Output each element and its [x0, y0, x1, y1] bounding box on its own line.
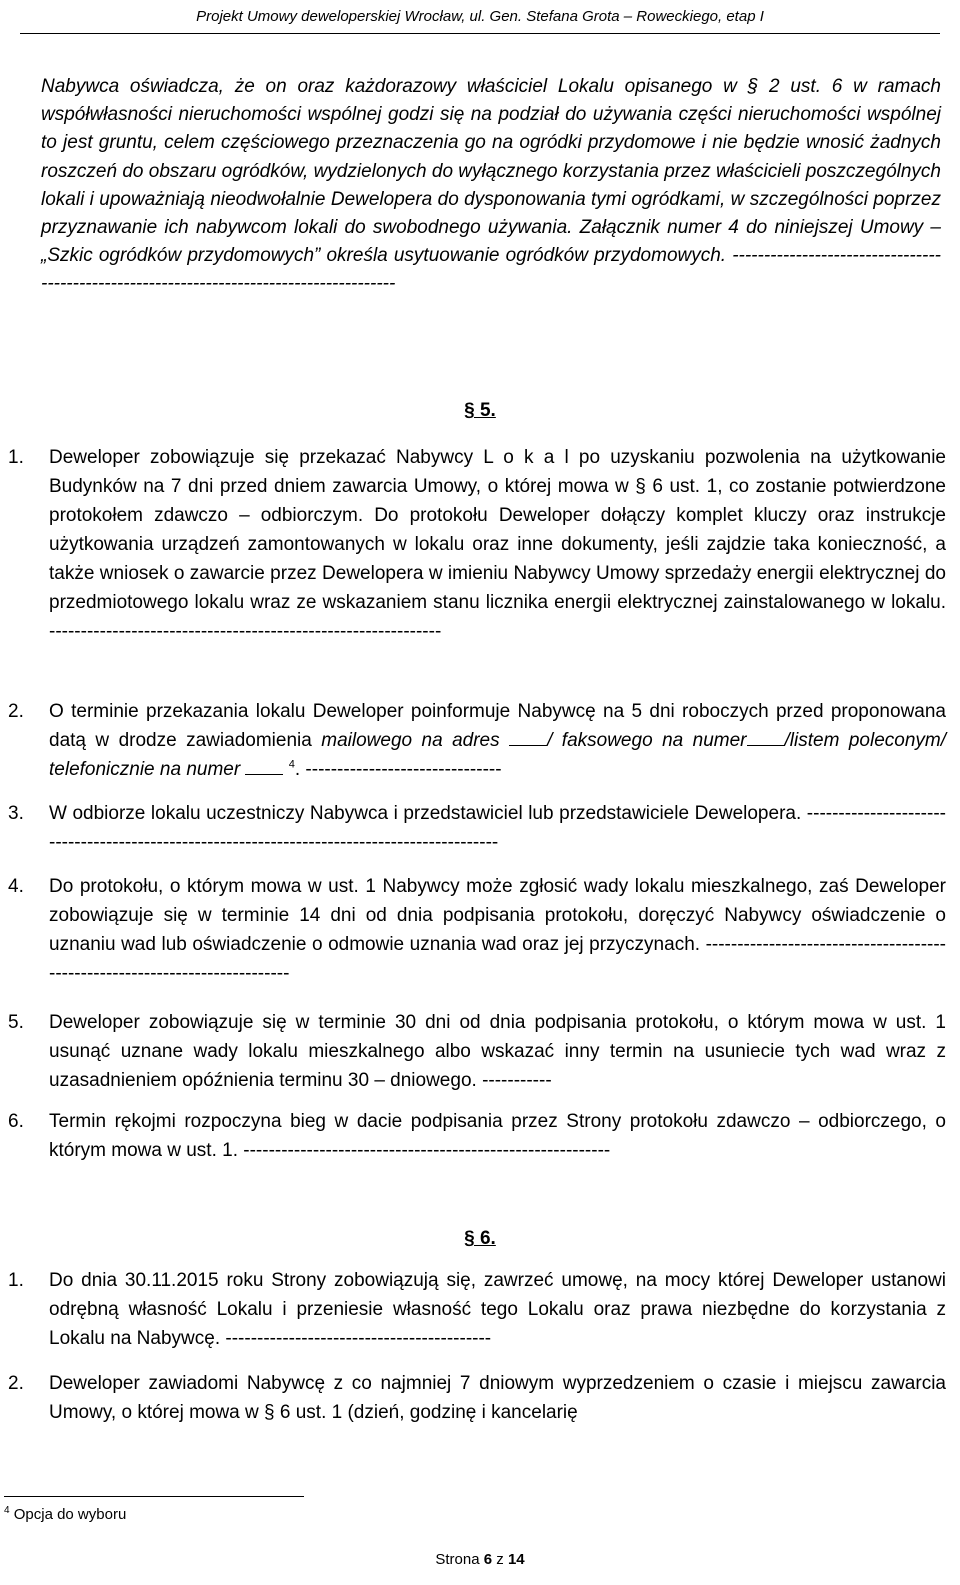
item-text-part: O terminie przekazania lokalu Deweloper poinformuje Nabywcę na 5 dni roboczych przed proponowana datą w drodze zawiadomienia — [49, 701, 946, 751]
item-text: Deweloper zobowiązuje się w terminie 30 dni od dnia podpisania protokołu, o którym mowa w ust. 1 usunąć uznane wady lokalu mieszkalnego albo wskazać inny termin na usuniecie tych wad wraz z uzasadnieniem opóźnienia terminu 30 – dniowego. ----------- — [49, 1012, 946, 1091]
item-text: Do dnia 30.11.2015 roku Strony zobowiązują się, zawrzeć umowę, na mocy której Deweloper ustanowi odrębną własność Lokalu i przeniesie własność tego Lokalu oraz prawa niezbędne do korzystania z Lokalu na Nabywcę. ------------------------------------------ — [49, 1270, 946, 1349]
item-text — [49, 697, 946, 784]
fax-option-text: / faksowego na numer — [547, 730, 747, 751]
section-5-heading — [0, 400, 960, 422]
page-number — [0, 1551, 960, 1568]
phone-blank-line[interactable] — [245, 773, 283, 775]
item-number: 6. — [8, 1111, 24, 1132]
page-number-current: 6 — [483, 1551, 493, 1568]
page-number-total: 14 — [507, 1551, 525, 1568]
item-number: 4. — [8, 876, 24, 897]
header-divider — [20, 33, 940, 34]
page-number-prefix: Strona — [435, 1551, 484, 1568]
email-option-text: mailowego na adres — [321, 730, 500, 751]
section-5-heading-text: § 5. — [464, 400, 496, 421]
item-number: 5. — [8, 1012, 24, 1033]
email-blank-line[interactable] — [509, 744, 547, 746]
item-number: 1. — [8, 447, 24, 468]
footnote-reference[interactable]: 4 — [288, 758, 295, 771]
item-text: Deweloper zawiadomi Nabywcę z co najmniej 7 dniowym wyprzedzeniem o czasie i miejscu zawarcia Umowy, o której mowa w § 6 ust. 1 (dzień, godzinę i kancelarię — [49, 1373, 946, 1423]
item-number: 3. — [8, 803, 24, 824]
footnote-divider — [4, 1496, 304, 1497]
item-number: 1. — [8, 1270, 24, 1291]
item-number: 2. — [8, 701, 24, 722]
page-header: Projekt Umowy deweloperskiej Wrocław, ul. Gen. Stefana Grota – Roweckiego, etap I — [196, 8, 764, 25]
fax-blank-line[interactable] — [747, 744, 785, 746]
item-text: Termin rękojmi rozpoczyna bieg w dacie podpisania przez Strony protokołu zdawczo – odbiorczego, o którym mowa w ust. 1. ---------------------------------------------------------- — [49, 1111, 946, 1161]
footnote-number: 4 — [4, 1505, 10, 1516]
item-text-tail: . ------------------------------- — [294, 759, 502, 780]
item-text: Deweloper zobowiązuje się przekazać Nabywcy L o k a l po uzyskaniu pozwolenia na użytkowanie Budynków na 7 dni przed dniem zawarcia Umowy, o której mowa w § 6 ust. 1, co zostanie potwierdzone protokołem zdawczo – odbiorczym. Do protokołu Deweloper dołączy komplet kluczy oraz instrukcje użytkowania urządzeń zamontowanych w lokalu oraz inne dokumenty, jeśli zajdzie taka konieczność, a także wniosek o zawarcie przez Dewelopera w imieniu Nabywcy Umowy sprzedaży energii elektrycznej do przedmiotowego lokalu wraz ze wskazaniem stanu licznika energii elektrycznej zainstalowanego w lokalu. -------------------------------------------------------------- — [49, 447, 946, 642]
section-6-heading-text: § 6. — [464, 1228, 496, 1249]
item-text: W odbiorze lokalu uczestniczy Nabywca i przedstawiciel lub przedstawiciele Dewelopera. --------------------------------------------------------------------------------------------- — [49, 803, 946, 853]
item-text: Do protokołu, o którym mowa w ust. 1 Nabywcy może zgłosić wady lokalu mieszkalnego, zaś Deweloper zobowiązuje się w terminie 14 dni od dnia podpisania protokołu, doręczyć Nabywcy oświadczenie o uznaniu wad lub oświadczenie o odmowie uznania wad oraz jej przyczynach. ---------------------------------------------------------------------------- — [49, 876, 946, 984]
page-number-middle: z — [492, 1551, 508, 1568]
mail-phone-option-text: /listem poleconym/ telefonicznie na numer — [49, 730, 947, 780]
item-number: 2. — [8, 1373, 24, 1394]
footnote-text: Opcja do wyboru — [9, 1506, 127, 1523]
footnote — [4, 1506, 126, 1523]
intro-paragraph: Nabywca oświadcza, że on oraz każdorazowy właściciel Lokalu opisanego w § 2 ust. 6 w ramach współwłasności nieruchomości wspólnej godzi się na podział do używania części nieruchomości wspólnej to jest gruntu, celem częściowego przeznaczenia go na ogródki przydomowe i nie będzie wnosić żadnych roszczeń do obszaru ogródków, wydzielonych do wyłącznego korzystania przez właścicieli poszczególnych lokali i upoważniają nieodwołalnie Dewelopera do dysponowania tymi ogródkami, w szczególności poprzez przyznawanie ich nabywcom lokali do swobodnego używania. Załącznik numer 4 do niniejszej Umowy – „Szkic ogródków przydomowych” określa usytuowanie ogródków przydomowych. ----------------------------------------------------------------------------------------- — [41, 76, 941, 295]
section-6-heading — [0, 1228, 960, 1250]
